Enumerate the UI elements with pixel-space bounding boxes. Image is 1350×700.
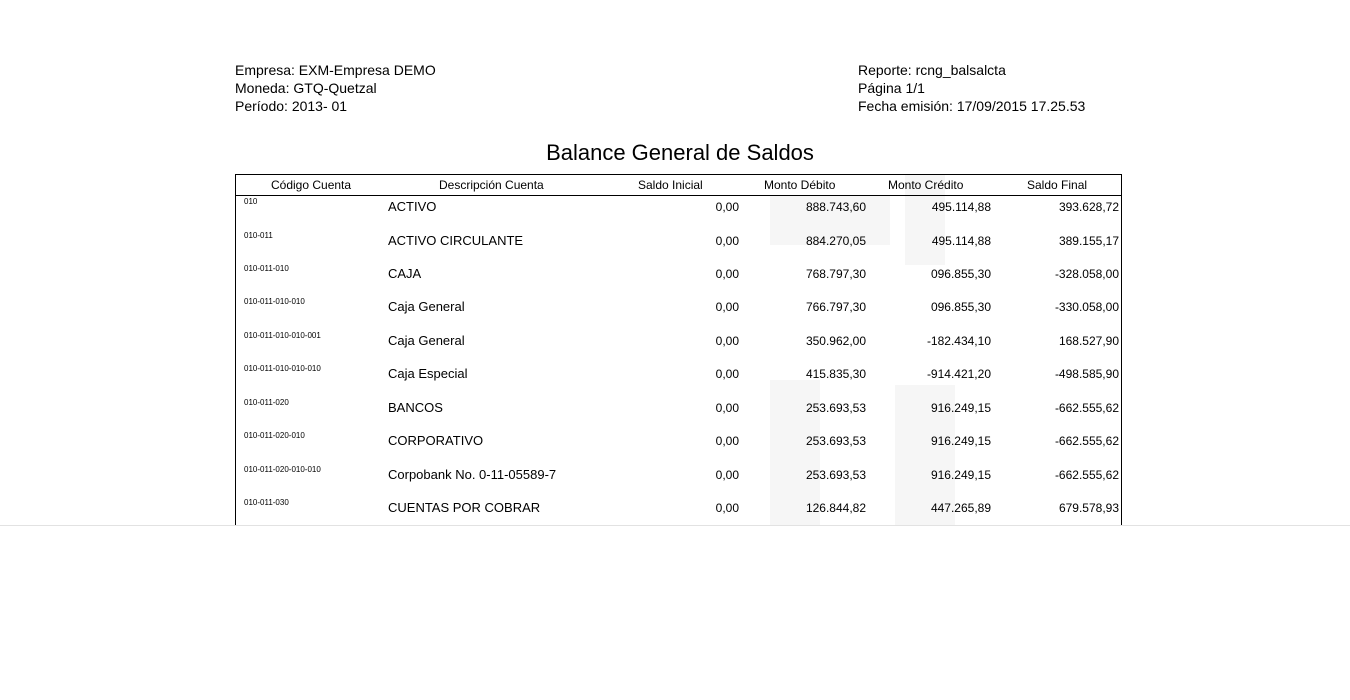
- report-info: [858, 61, 1085, 115]
- initial-balance: 0,00: [715, 200, 739, 214]
- initial-balance: 0,00: [715, 401, 739, 415]
- credit-amount: 096.855,30: [930, 267, 991, 281]
- credit-amount: -914.421,20: [926, 367, 991, 381]
- final-balance: -662.555,62: [1054, 468, 1119, 482]
- credit-amount: 495.114,88: [931, 234, 991, 248]
- balance-table: [235, 174, 1122, 525]
- debit-amount: 768.797,30: [805, 267, 866, 281]
- account-description: CORPORATIVO: [388, 433, 484, 448]
- final-balance: 389.155,17: [1058, 234, 1119, 248]
- issue-date: Fecha emisión: 17/09/2015 17.25.53: [858, 98, 1086, 114]
- final-balance: -328.058,00: [1054, 267, 1119, 281]
- table-header: [236, 175, 1121, 196]
- report-title: Balance General de Saldos: [546, 140, 814, 165]
- table-row: [236, 497, 1121, 525]
- table-row: [236, 263, 1121, 297]
- account-code: 010-011-010-010: [244, 297, 305, 306]
- debit-amount: 126.844,82: [805, 501, 866, 515]
- account-description: ACTIVO CIRCULANTE: [388, 233, 524, 248]
- initial-balance: 0,00: [715, 267, 739, 281]
- account-description: Corpobank No. 0-11-05589-7: [388, 467, 557, 482]
- page-divider: [0, 525, 1350, 526]
- account-code: 010-011-010-010-010: [244, 364, 321, 373]
- table-row: [236, 330, 1121, 364]
- initial-balance: 0,00: [715, 334, 739, 348]
- credit-amount: 916.249,15: [930, 401, 991, 415]
- account-code: 010-011-020: [244, 398, 289, 407]
- credit-amount: 096.855,30: [930, 300, 991, 314]
- final-balance: -662.555,62: [1054, 434, 1119, 448]
- account-code: 010-011-010-010-001: [244, 331, 321, 340]
- period: Período: 2013- 01: [235, 98, 348, 114]
- account-description: Caja Especial: [388, 366, 468, 381]
- table-row: [236, 430, 1121, 464]
- column-header-code: Código Cuenta: [271, 178, 352, 192]
- account-code: 010-011: [244, 231, 273, 240]
- table-row: [236, 363, 1121, 397]
- company-name: Empresa: EXM-Empresa DEMO: [235, 62, 436, 78]
- table-row: [236, 196, 1121, 230]
- credit-amount: 495.114,88: [931, 200, 991, 214]
- column-header-initial-balance: Saldo Inicial: [638, 178, 703, 192]
- final-balance: -662.555,62: [1054, 401, 1119, 415]
- debit-amount: 253.693,53: [805, 434, 866, 448]
- report-id: Reporte: rcng_balsalcta: [858, 62, 1006, 78]
- final-balance: -330.058,00: [1054, 300, 1119, 314]
- column-header-final-balance: Saldo Final: [1027, 178, 1088, 192]
- final-balance: -498.585,90: [1054, 367, 1119, 381]
- debit-amount: 884.270,05: [805, 234, 866, 248]
- account-description: CAJA: [388, 266, 422, 281]
- table-row: [236, 464, 1121, 498]
- currency: Moneda: GTQ-Quetzal: [235, 80, 377, 96]
- account-code: 010-011-020-010-010: [244, 465, 321, 474]
- account-code: 010: [244, 197, 258, 206]
- initial-balance: 0,00: [715, 468, 739, 482]
- table-row: [236, 230, 1121, 264]
- credit-amount: 916.249,15: [930, 468, 991, 482]
- company-info: [235, 61, 436, 115]
- table-row: [236, 296, 1121, 330]
- credit-amount: -182.434,10: [926, 334, 991, 348]
- debit-amount: 415.835,30: [805, 367, 866, 381]
- account-description: BANCOS: [388, 400, 443, 415]
- account-code: 010-011-030: [244, 498, 289, 507]
- initial-balance: 0,00: [715, 367, 739, 381]
- account-code: 010-011-010: [244, 264, 289, 273]
- account-code: 010-011-020-010: [244, 431, 305, 440]
- initial-balance: 0,00: [715, 234, 739, 248]
- final-balance: 679.578,93: [1058, 501, 1119, 515]
- account-description: ACTIVO: [388, 199, 437, 214]
- account-description: CUENTAS POR COBRAR: [388, 500, 541, 515]
- debit-amount: 888.743,60: [805, 200, 866, 214]
- debit-amount: 766.797,30: [805, 300, 866, 314]
- column-header-debit: Monto Débito: [764, 178, 836, 192]
- account-description: Caja General: [388, 333, 465, 348]
- page-number: Página 1/1: [858, 80, 925, 96]
- credit-amount: 447.265,89: [930, 501, 991, 515]
- initial-balance: 0,00: [715, 300, 739, 314]
- initial-balance: 0,00: [715, 434, 739, 448]
- credit-amount: 916.249,15: [930, 434, 991, 448]
- table-row: [236, 397, 1121, 431]
- debit-amount: 253.693,53: [805, 401, 866, 415]
- debit-amount: 253.693,53: [805, 468, 866, 482]
- column-header-description: Descripción Cuenta: [439, 178, 544, 192]
- final-balance: 393.628,72: [1058, 200, 1119, 214]
- final-balance: 168.527,90: [1058, 334, 1119, 348]
- column-header-credit: Monto Crédito: [888, 178, 964, 192]
- debit-amount: 350.962,00: [805, 334, 866, 348]
- initial-balance: 0,00: [715, 501, 739, 515]
- account-description: Caja General: [388, 299, 465, 314]
